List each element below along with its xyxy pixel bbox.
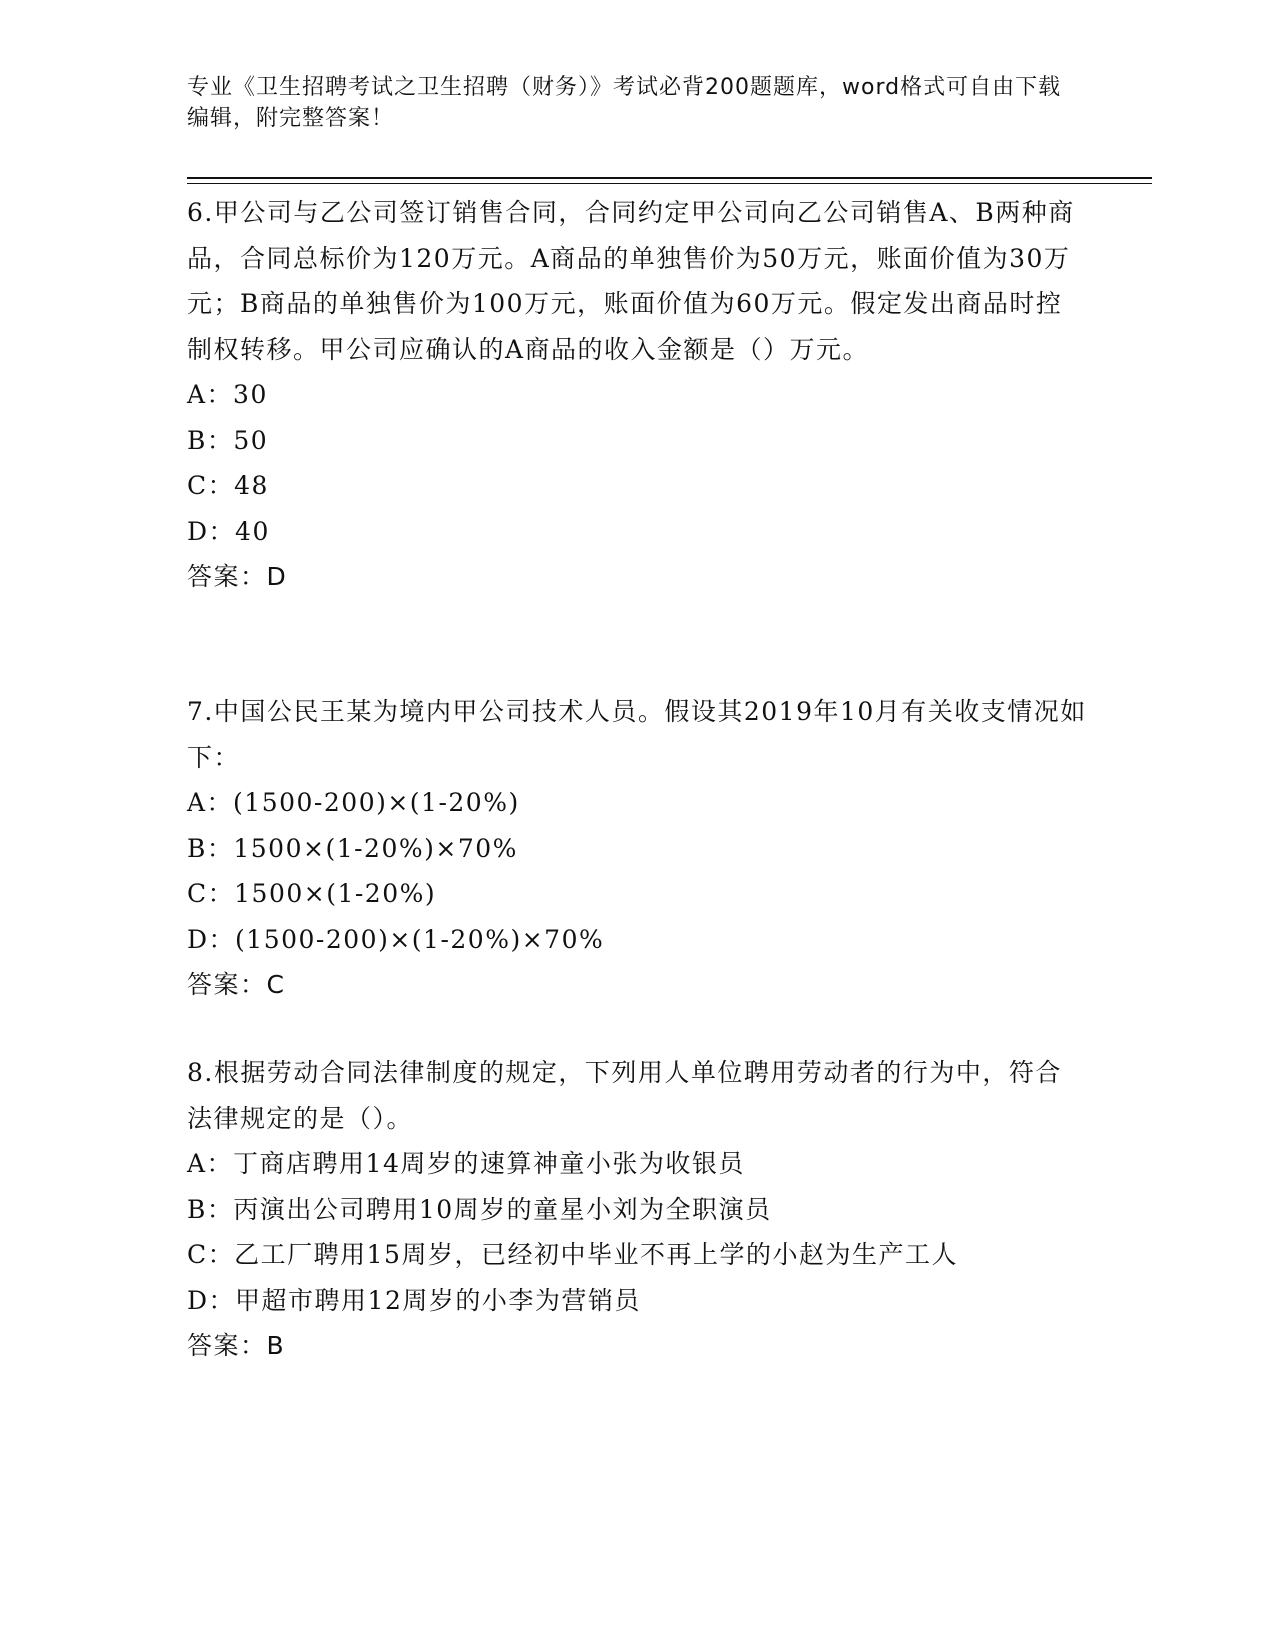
option-b: B：丙演出公司聘用10周岁的童星小刘为全职演员 (187, 1194, 772, 1224)
question-stem: 8.根据劳动合同法律制度的规定，下列用人单位聘用劳动者的行为中，符合法律规定的是（）。 (187, 1058, 1062, 1133)
question-7 (187, 689, 1087, 1008)
option-c: C：乙工厂聘用15周岁，已经初中毕业不再上学的小赵为生产工人 (187, 1240, 958, 1269)
answer: 答案：B (187, 1331, 286, 1360)
option-b: B：1500×(1-20%)×70% (187, 833, 518, 863)
option-d: D：(1500-200)×(1-20%)×70% (187, 924, 605, 954)
option-a: A：30 (187, 380, 268, 409)
option-d: D：40 (187, 516, 270, 546)
option-d: D：甲超市聘用12周岁的小李为营销员 (187, 1285, 641, 1315)
header-divider-thick (187, 177, 1152, 179)
option-c: C：48 (187, 471, 269, 500)
answer: 答案：C (187, 970, 286, 999)
option-a: A：丁商店聘用14周岁的速算神童小张为收银员 (187, 1149, 745, 1178)
document-header: 专业《卫生招聘考试之卫生招聘（财务）》考试必背200题题库，word格式可自由下载编辑，附完整答案！ (187, 75, 1062, 131)
question-8 (187, 1050, 1087, 1369)
option-c: C：1500×(1-20%) (187, 879, 437, 908)
answer: 答案：D (187, 562, 288, 591)
question-6 (187, 190, 1087, 600)
option-b: B：50 (187, 425, 269, 455)
question-stem: 6.甲公司与乙公司签订销售合同，合同约定甲公司向乙公司销售A、B两种商品，合同总标价为120万元。A商品的单独售价为50万元，账面价值为30万元；B商品的单独售价为100万元，账面价值为60万元。假定发出商品时控制权转移。甲公司应确认的A商品的收入金额是（）万元。 (187, 198, 1075, 364)
header-divider-thin (187, 183, 1152, 184)
option-a: A：(1500-200)×(1-20%) (187, 788, 520, 817)
question-stem: 7.中国公民王某为境内甲公司技术人员。假设其2019年10月有关收支情况如下： (187, 697, 1087, 772)
